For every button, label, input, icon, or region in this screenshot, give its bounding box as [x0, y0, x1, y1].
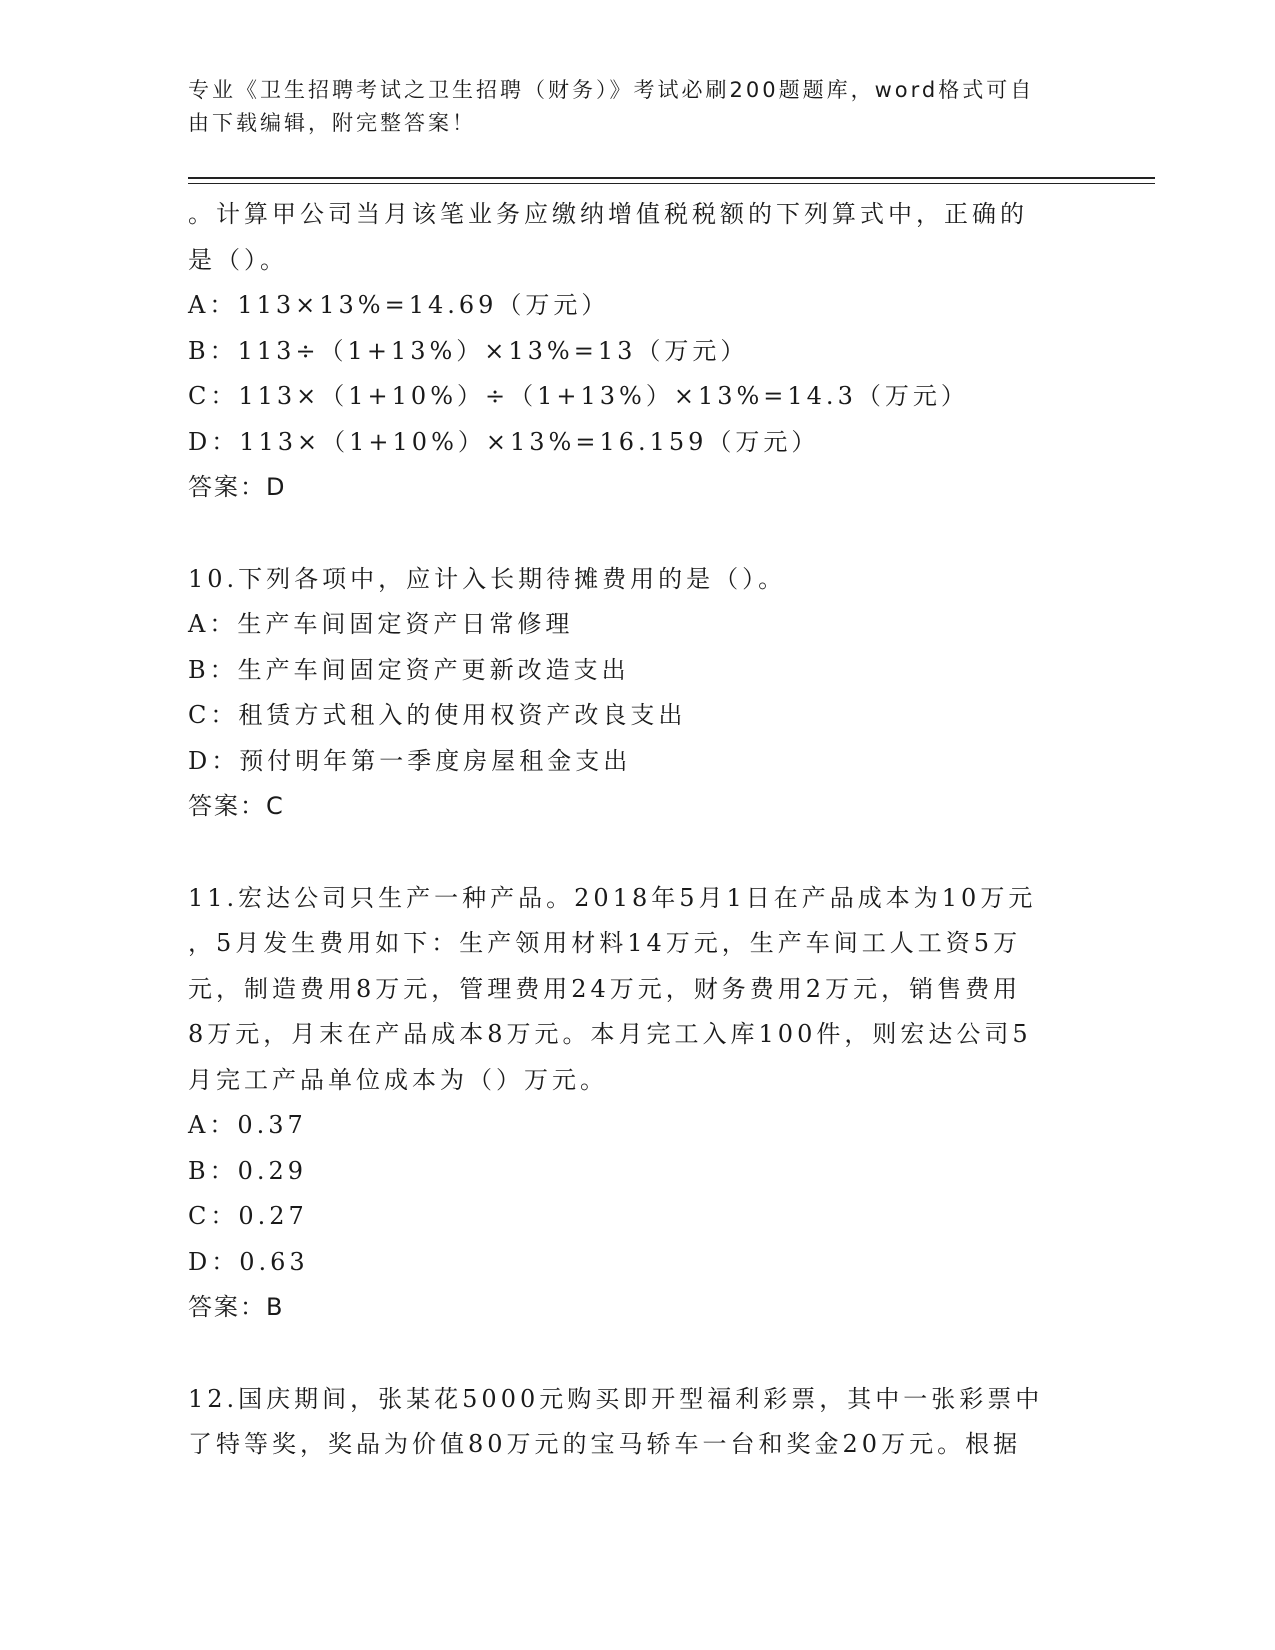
option-b: B：0.29: [188, 1156, 308, 1185]
question-10: [188, 557, 1088, 830]
option-b: B：113÷（1+13%）×13%=13（万元）: [188, 336, 749, 365]
question-stem: 10.下列各项中，应计入长期待摊费用的是（）。: [188, 564, 787, 593]
question-stem: 是（）。: [188, 245, 288, 274]
option-b: B：生产车间固定资产更新改造支出: [188, 655, 630, 684]
header-title-line-1: 专业《卫生招聘考试之卫生招聘（财务）》考试必刷200题题库，word格式可自: [188, 78, 1035, 102]
question-stem: 12.国庆期间，张某花5000元购买即开型福利彩票，其中一张彩票中: [188, 1384, 1044, 1413]
option-c: C：租赁方式租入的使用权资产改良支出: [188, 701, 687, 729]
question-stem: 了特等奖，奖品为价值80万元的宝马轿车一台和奖金20万元。根据: [188, 1430, 1022, 1458]
spacer: [188, 830, 1088, 876]
option-d: D：0.63: [188, 1247, 309, 1276]
question-9: [188, 192, 1088, 511]
answer-text: 答案：C: [188, 792, 285, 820]
document-body: [188, 192, 1088, 1468]
question-stem: 月完工产品单位成本为（）万元。: [188, 1065, 608, 1094]
question-stem: 11.宏达公司只生产一种产品。2018年5月1日在产品成本为10万元: [188, 883, 1037, 912]
option-c: C：113×（1+10%）÷（1+13%）×13%=14.3（万元）: [188, 382, 969, 410]
question-11: [188, 876, 1088, 1331]
option-c: C：0.27: [188, 1202, 308, 1230]
answer-text: 答案：B: [188, 1293, 285, 1321]
question-stem: 8万元，月末在产品成本8万元。本月完工入库100件，则宏达公司5: [188, 1020, 1032, 1048]
header-title-line-2: 由下载编辑，附完整答案！: [188, 111, 476, 135]
spacer: [188, 511, 1088, 557]
question-stem: ，5月发生费用如下：生产领用材料14万元，生产车间工人工资5万: [188, 929, 1022, 957]
option-a: A：生产车间固定资产日常修理: [188, 610, 574, 638]
question-12: [188, 1377, 1088, 1468]
question-stem: 。计算甲公司当月该笔业务应缴纳增值税税额的下列算式中，正确的: [188, 200, 1028, 228]
document-header: [188, 74, 1068, 140]
option-a: A：113×13%=14.69（万元）: [188, 291, 610, 319]
spacer: [188, 1331, 1088, 1377]
option-a: A：0.37: [188, 1111, 307, 1139]
header-divider-thin: [188, 183, 1155, 184]
question-stem: 元，制造费用8万元，管理费用24万元，财务费用2万元，销售费用: [188, 974, 1022, 1003]
answer-text: 答案：D: [188, 473, 287, 501]
option-d: D：113×（1+10%）×13%=16.159（万元）: [188, 427, 820, 456]
option-d: D：预付明年第一季度房屋租金支出: [188, 746, 632, 775]
header-divider-thick: [188, 177, 1155, 179]
